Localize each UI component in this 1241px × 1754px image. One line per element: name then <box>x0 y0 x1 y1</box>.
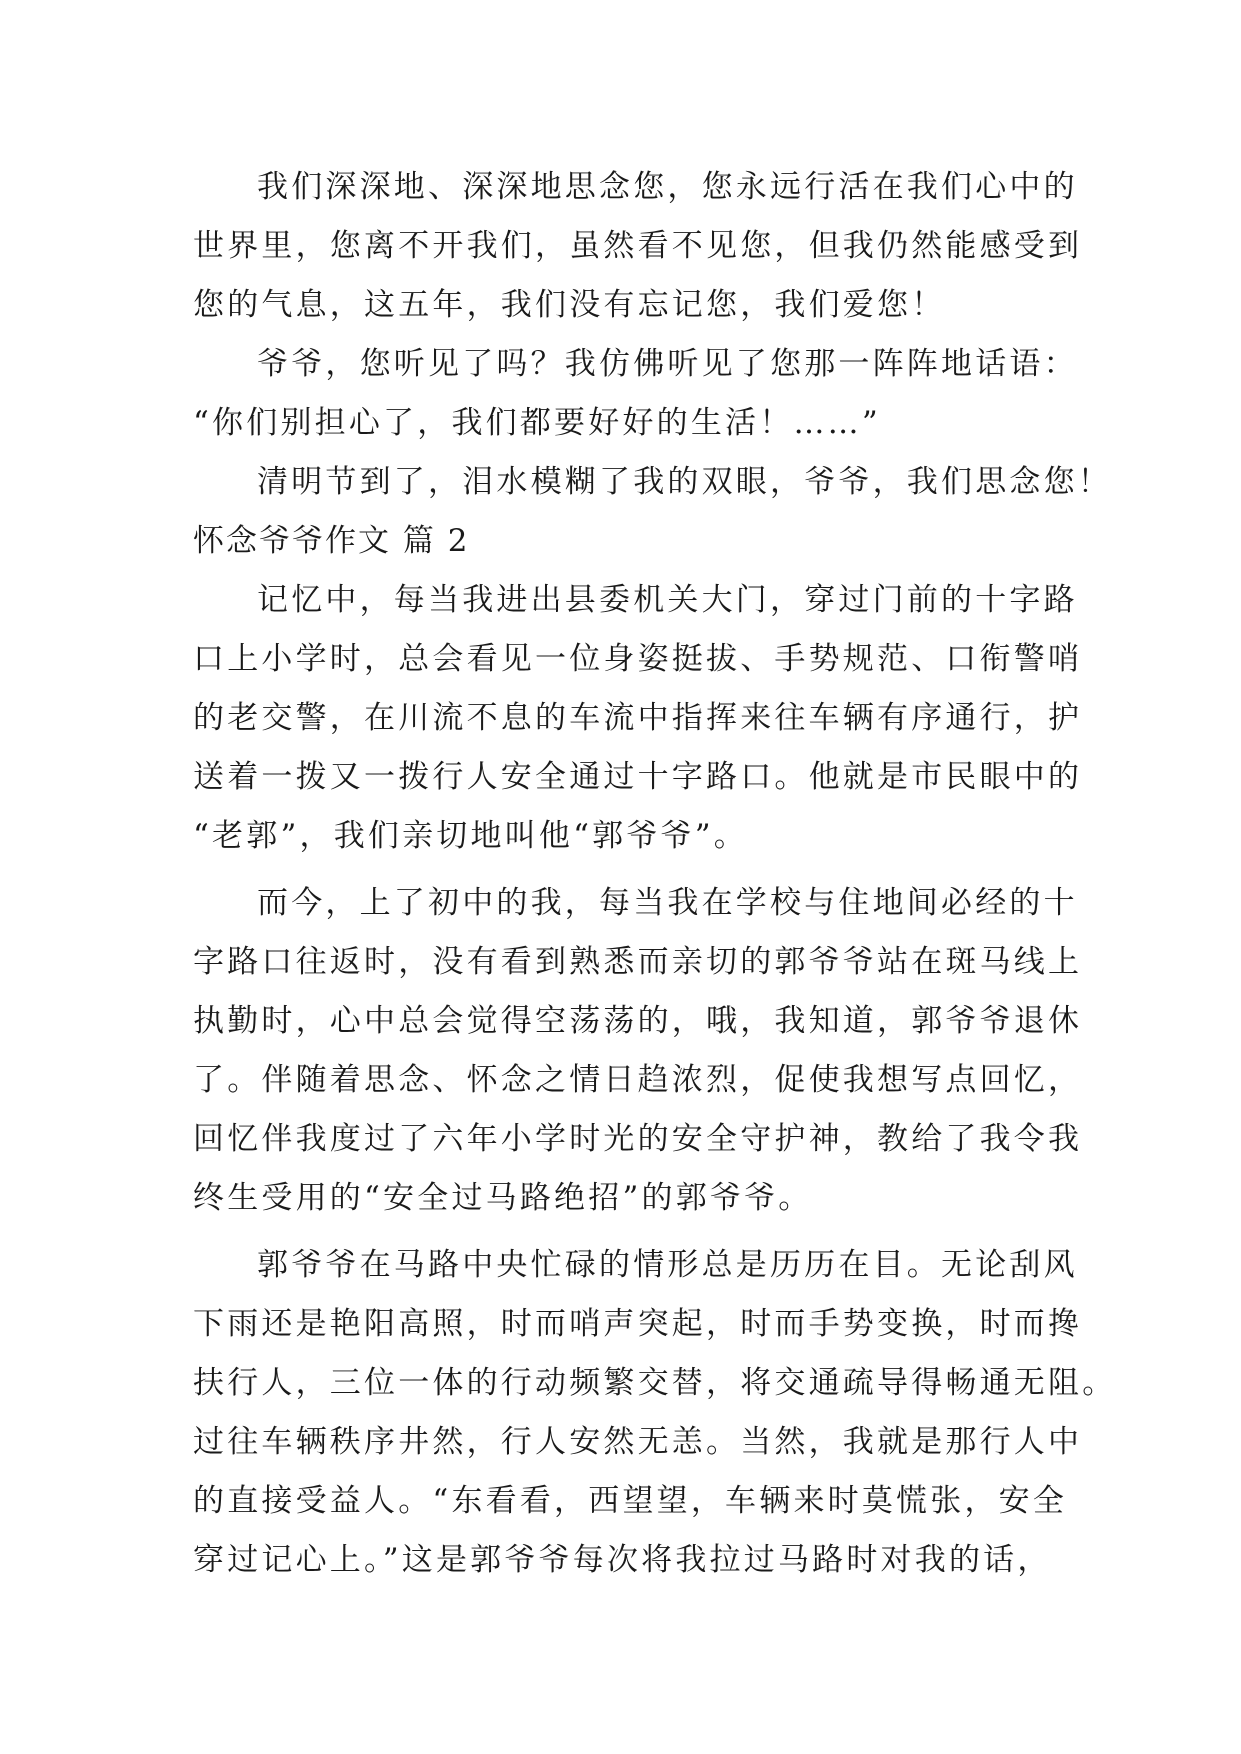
paragraph-line: 执勤时，心中总会觉得空荡荡的，哦，我知道，郭爷爷退休 <box>193 1003 1083 1039</box>
paragraph-line: “你们别担心了，我们都要好好的生活！……” <box>193 405 881 441</box>
paragraph-line: 穿过记心上。”这是郭爷爷每次将我拉过马路时对我的话， <box>193 1542 1052 1578</box>
paragraph-line: 我们深深地、深深地思念您，您永远行活在我们心中的 <box>257 169 1078 205</box>
paragraph-line: 的老交警，在川流不息的车流中指挥来往车辆有序通行，护 <box>193 700 1083 736</box>
document-body <box>193 158 1117 1590</box>
paragraph-line: 爷爷，您听见了吗？我仿佛听见了您那一阵阵地话语： <box>257 346 1078 382</box>
paragraph-line: 的直接受益人。“东看看，西望望，车辆来时莫慌张，安全 <box>193 1483 1068 1519</box>
paragraph-line: “老郭”，我们亲切地叫他“郭爷爷”。 <box>193 818 748 854</box>
paragraph-line: 送着一拨又一拨行人安全通过十字路口。他就是市民眼中的 <box>193 759 1083 795</box>
paragraph-line: 下雨还是艳阳高照，时而哨声突起，时而手势变换，时而搀 <box>193 1306 1083 1342</box>
paragraph-line: 郭爷爷在马路中央忙碌的情形总是历历在目。无论刮风 <box>257 1247 1078 1283</box>
section-heading: 怀念爷爷作文 篇 2 <box>193 523 470 559</box>
paragraph-line: 您的气息，这五年，我们没有忘记您，我们爱您！ <box>193 287 946 323</box>
paragraph-line: 回忆伴我度过了六年小学时光的安全守护神，教给了我令我 <box>193 1121 1083 1157</box>
paragraph-line: 了。伴随着思念、怀念之情日趋浓烈，促使我想写点回忆， <box>193 1062 1083 1098</box>
paragraph-line: 口上小学时，总会看见一位身姿挺拔、手势规范、口衔警哨 <box>193 641 1083 677</box>
paragraph-line: 过往车辆秩序井然，行人安然无恙。当然，我就是那行人中 <box>193 1424 1083 1460</box>
paragraph-line: 世界里，您离不开我们，虽然看不见您，但我仍然能感受到 <box>193 228 1083 264</box>
paragraph-line: 而今，上了初中的我，每当我在学校与住地间必经的十 <box>257 885 1078 921</box>
paragraph-line: 扶行人，三位一体的行动频繁交替，将交通疏导得畅通无阻。 <box>193 1365 1117 1401</box>
paragraph-line: 清明节到了，泪水模糊了我的双眼，爷爷，我们思念您！ <box>257 464 1112 500</box>
paragraph-line: 终生受用的“安全过马路绝招”的郭爷爷。 <box>193 1180 813 1216</box>
paragraph-line: 记忆中，每当我进出县委机关大门，穿过门前的十字路 <box>257 582 1078 618</box>
paragraph-line: 字路口往返时，没有看到熟悉而亲切的郭爷爷站在斑马线上 <box>193 944 1083 980</box>
